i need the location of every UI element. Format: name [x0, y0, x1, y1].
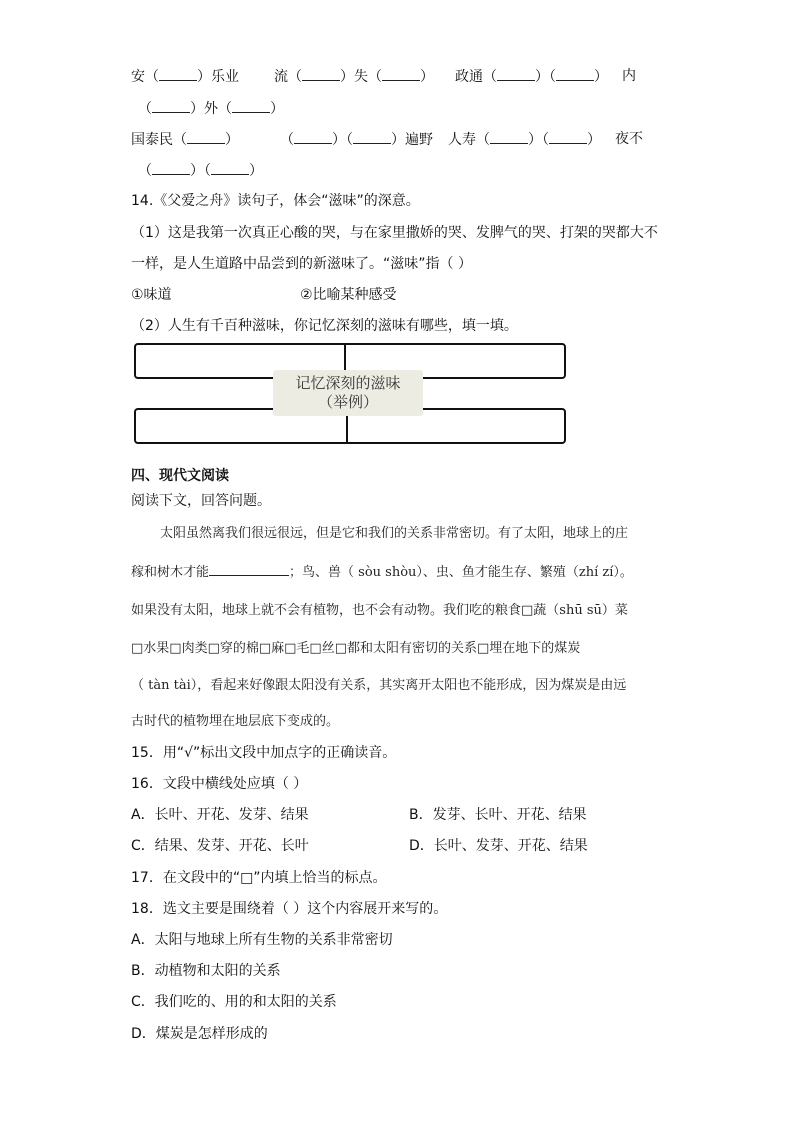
- q13-row-1-c: 政通（ ）（ ）: [455, 69, 608, 85]
- q14-title: 14.《父爱之舟》读句子，体会“滋味”的深意。: [131, 193, 420, 209]
- q17: 17．在文段中的“□”内填上恰当的标点。: [131, 870, 387, 886]
- section-intro: 阅读下文，回答问题。: [131, 493, 271, 509]
- q14-part1-line1: （1）这是我第一次真正心酸的哭，与在家里撒娇的哭、发脾气的哭、打架的哭都大不: [131, 225, 658, 241]
- q13-row-3: 国泰民（ ）: [131, 132, 239, 148]
- q14-part2: （2）人生有千百种滋味，你记忆深刻的滋味有哪些，填一填。: [131, 318, 518, 334]
- answer-blank[interactable]: [490, 130, 528, 144]
- q18-option-d[interactable]: D．煤炭是怎样形成的: [131, 1026, 268, 1042]
- answer-blank[interactable]: [556, 67, 594, 81]
- q16-title: 16．文段中横线处应填（ ）: [131, 776, 308, 792]
- answer-blank[interactable]: [232, 99, 270, 113]
- q13-row-1-d: 内: [622, 68, 636, 84]
- q13-row-3-c: 人寿（ ）（ ）: [448, 132, 601, 148]
- passage-line-4: □水果□肉类□穿的棉□麻□毛□丝□都和太阳有密切的关系□埋在地下的煤炭: [131, 641, 581, 656]
- q16-option-b[interactable]: B．发芽、长叶、开花、结果: [409, 807, 587, 823]
- passage-line-2: 稼和树木才能 ；鸟、兽（ sòu shòu）、虫、鱼才能生存、繁殖（zhí zí）。: [131, 562, 633, 582]
- q18-option-c[interactable]: C．我们吃的、用的和太阳的关系: [131, 994, 337, 1010]
- q14-part1-line2: 一样，是人生道路中品尝到的新滋味了。“滋味”指（ ）: [131, 256, 472, 272]
- answer-blank[interactable]: [302, 67, 340, 81]
- passage-line-6: 古时代的植物埋在地层底下变成的。: [131, 714, 340, 729]
- diagram-center-label: [273, 370, 423, 416]
- q13-row-4: （ ）（ ）: [138, 163, 263, 179]
- passage-line-1: 太阳虽然离我们很远很远，但是它和我们的关系非常密切。有了太阳，地球上的庄: [160, 526, 629, 541]
- answer-blank[interactable]: [353, 130, 391, 144]
- passage-line-3: 如果没有太阳，地球上就不会有植物，也不会有动物。我们吃的粮食□蔬（shū sū）菜: [131, 603, 628, 618]
- q15: 15．用“√”标出文段中加点字的正确读音。: [131, 745, 397, 761]
- center-label-line1: 记忆深刻的滋味: [295, 374, 401, 392]
- q16-option-c[interactable]: C．结果、发芽、开花、长叶: [131, 838, 309, 854]
- q18-option-a[interactable]: A．太阳与地球上所有生物的关系非常密切: [131, 932, 393, 948]
- answer-blank[interactable]: [187, 130, 225, 144]
- section-heading: 四、现代文阅读: [131, 468, 229, 484]
- center-label-line2: （举例）: [317, 393, 378, 411]
- answer-blank[interactable]: [152, 161, 190, 175]
- q13-row-2: （ ）外（ ）: [138, 101, 284, 117]
- q13-row-3-b: （ ）（ ）遍野: [280, 132, 433, 148]
- q14-option-1: ①味道: [131, 287, 172, 303]
- answer-blank[interactable]: [294, 130, 332, 144]
- answer-blank[interactable]: [382, 67, 420, 81]
- q13-row-1-b: 流（ ）失（ ）: [274, 69, 434, 85]
- passage-answer-blank[interactable]: [209, 562, 289, 576]
- q13-row-3-d: 夜不: [615, 131, 643, 147]
- passage-line-5: （ tàn tài），看起来好像跟太阳没有关系，其实离开太阳也不能形成，因为煤炭是由远: [131, 678, 627, 693]
- answer-blank[interactable]: [152, 99, 190, 113]
- answer-blank[interactable]: [497, 67, 535, 81]
- q16-option-a[interactable]: A．长叶、开花、发芽、结果: [131, 807, 309, 823]
- answer-blank[interactable]: [159, 67, 197, 81]
- q18-option-b[interactable]: B．动植物和太阳的关系: [131, 963, 281, 979]
- q13-row-1: 安（ ）乐业: [131, 69, 239, 85]
- answer-blank[interactable]: [211, 161, 249, 175]
- answer-blank[interactable]: [549, 130, 587, 144]
- q16-option-d[interactable]: D．长叶、发芽、开花、结果: [409, 838, 588, 854]
- q14-option-2: ②比喻某种感受: [300, 287, 397, 303]
- q18-title: 18．选文主要是围绕着（ ）这个内容展开来写的。: [131, 901, 448, 917]
